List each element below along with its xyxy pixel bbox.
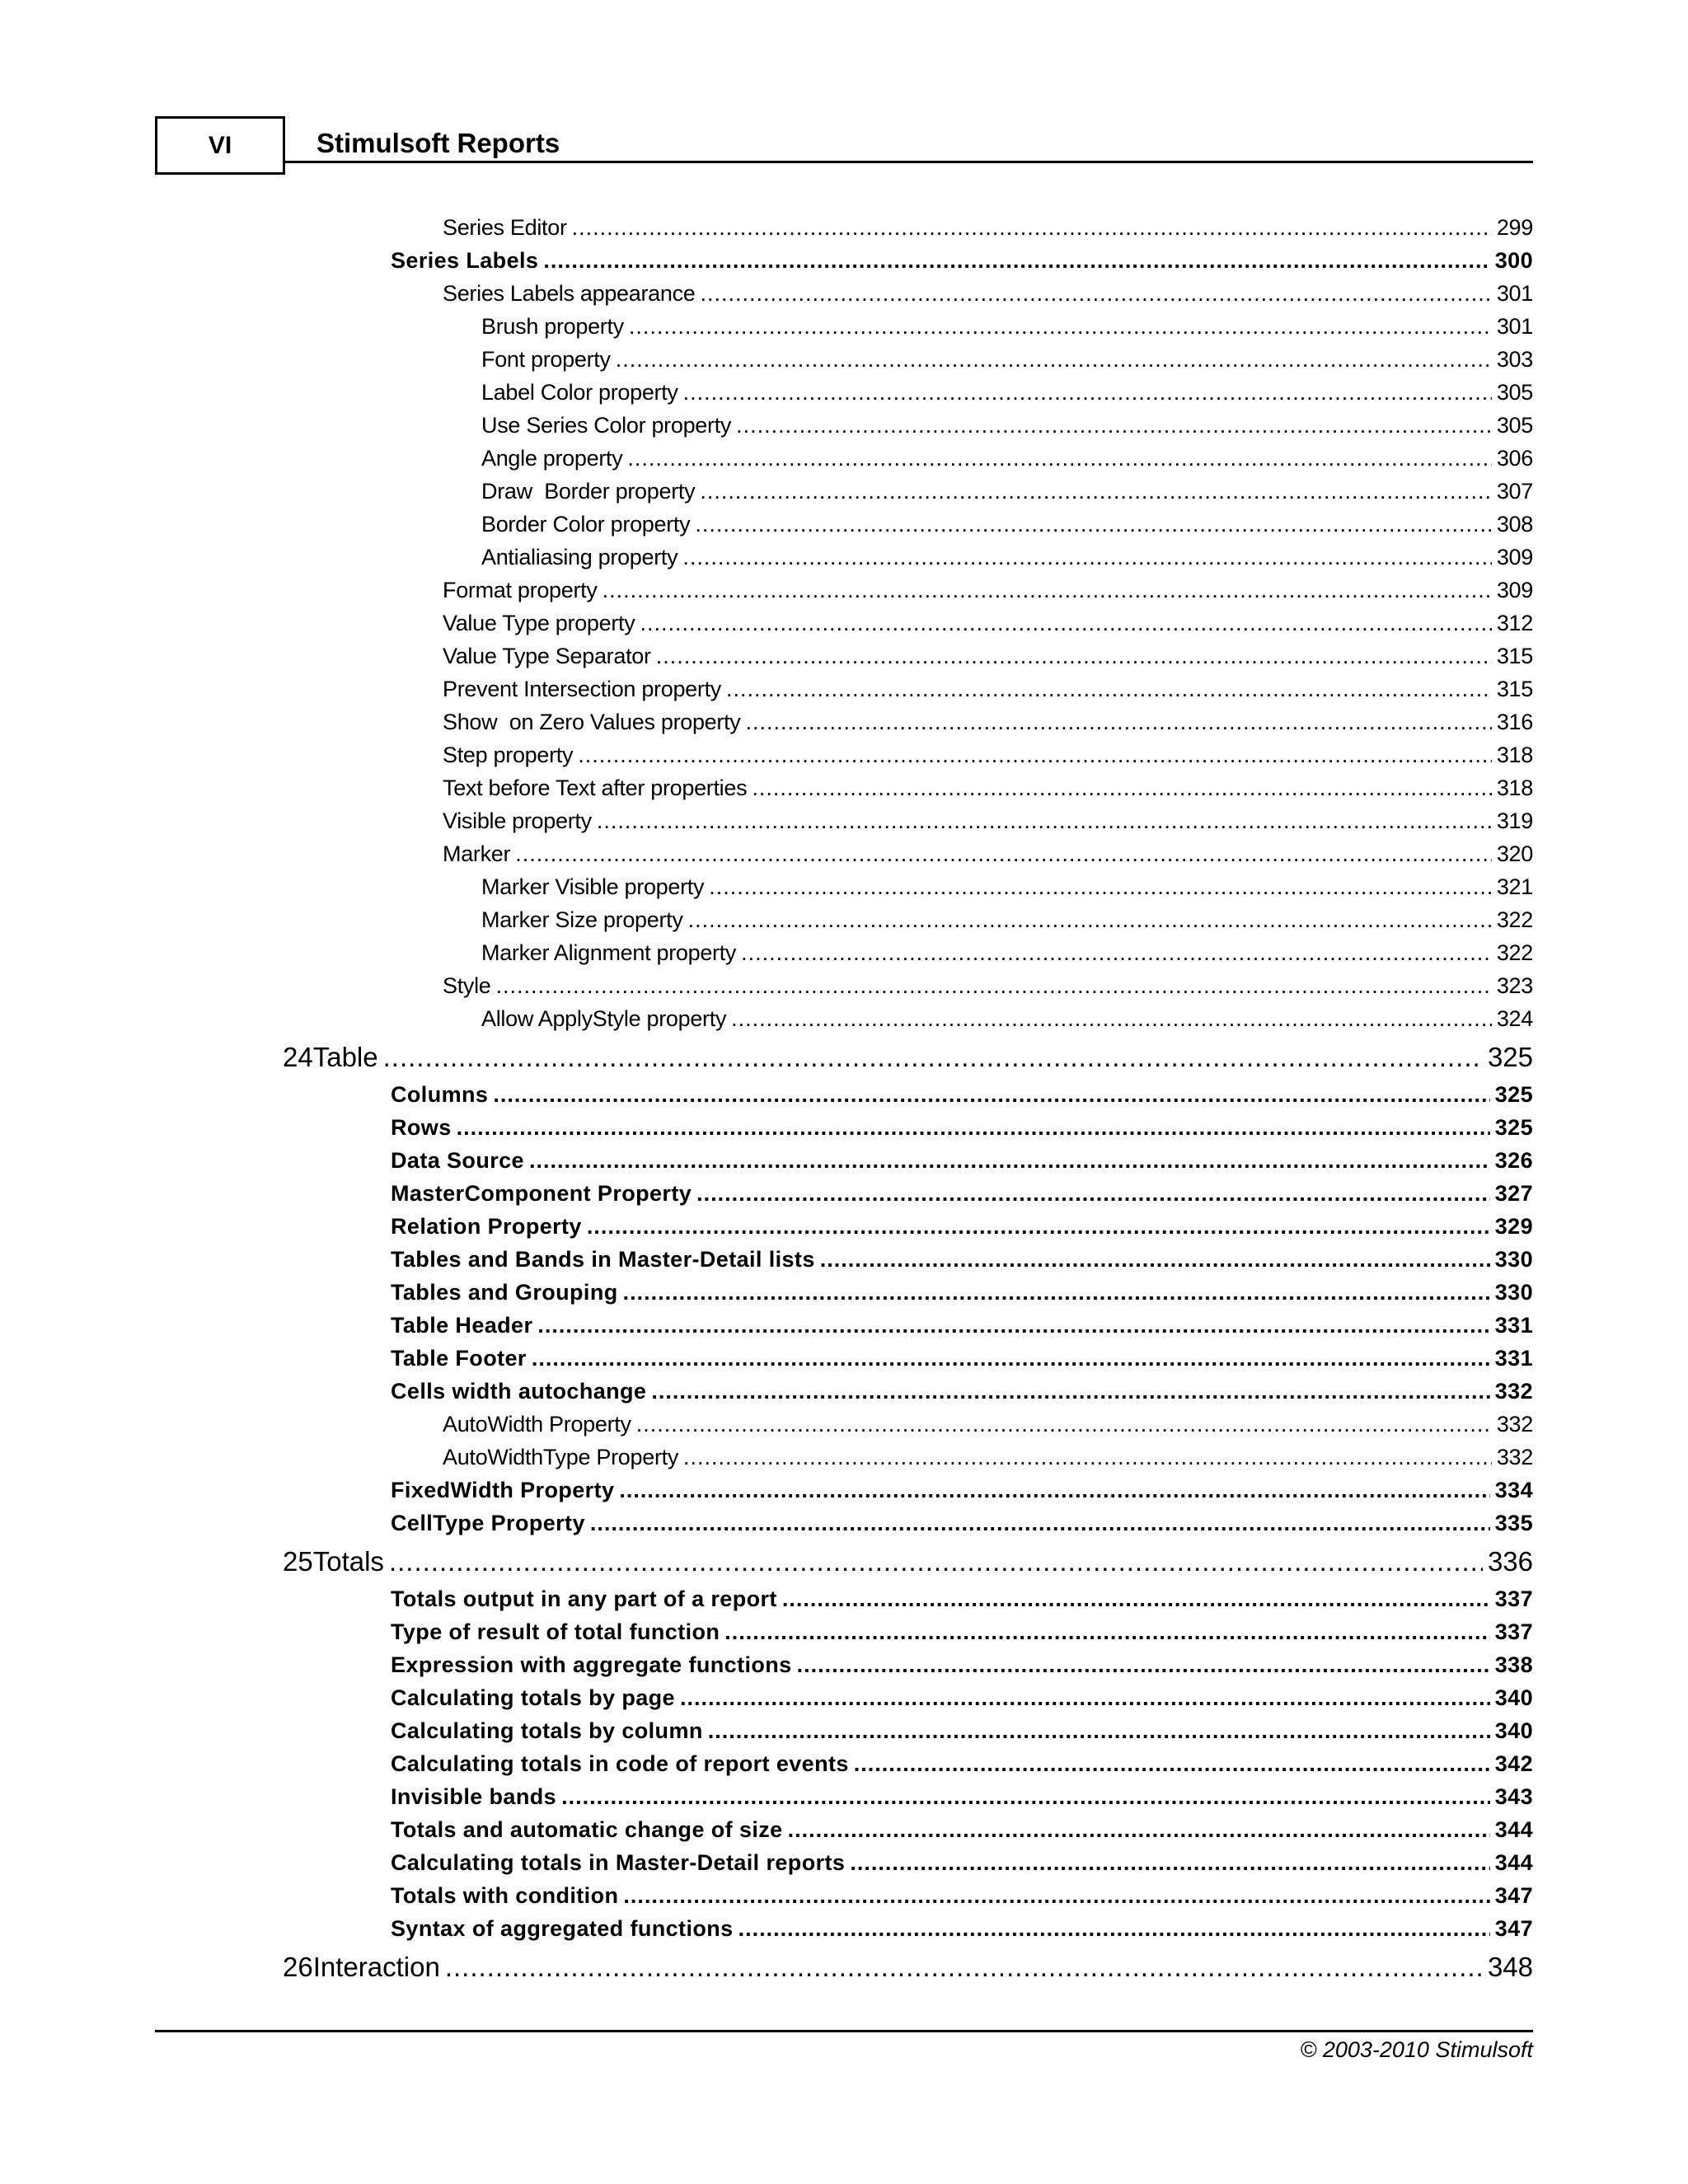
toc-entry[interactable] xyxy=(481,874,1533,900)
toc-dot-leader xyxy=(656,644,1492,669)
toc-entry[interactable] xyxy=(443,677,1533,702)
toc-page-number: 305 xyxy=(1496,380,1533,405)
toc-dot-leader xyxy=(597,808,1492,834)
toc-entry[interactable] xyxy=(443,743,1533,768)
toc-entry-label: CellType Property xyxy=(391,1511,585,1535)
toc-chapter-number: 25 xyxy=(283,1546,313,1577)
toc-dot-leader xyxy=(680,1685,1490,1711)
toc-dot-leader xyxy=(651,1379,1489,1404)
toc-page-number: 330 xyxy=(1494,1280,1533,1305)
toc-entry[interactable] xyxy=(443,1445,1533,1470)
toc-page-number: 322 xyxy=(1496,907,1533,932)
toc-dot-leader xyxy=(623,1883,1489,1909)
toc-page-number: 320 xyxy=(1496,841,1533,866)
toc-page-number: 340 xyxy=(1494,1685,1533,1710)
toc-entry-label: Marker Size property xyxy=(481,907,683,932)
toc-entry[interactable] xyxy=(481,347,1533,373)
toc-dot-leader xyxy=(537,1313,1489,1338)
toc-entry-label: Step property xyxy=(443,743,574,767)
toc-dot-leader xyxy=(709,874,1492,900)
toc-entry[interactable] xyxy=(391,1883,1533,1909)
toc-entry-label: Value Type Separator xyxy=(443,644,651,668)
toc-entry[interactable] xyxy=(391,1784,1533,1810)
toc-entry[interactable] xyxy=(391,1214,1533,1240)
toc-page-number: 309 xyxy=(1496,545,1533,569)
toc-dot-leader xyxy=(782,1586,1490,1612)
toc-dot-leader xyxy=(752,776,1492,801)
toc-entry-label: Angle property xyxy=(481,446,623,471)
toc-entry-label: MasterComponent Property xyxy=(391,1181,692,1206)
toc-entry-label: Rows xyxy=(391,1115,452,1140)
toc-dot-leader xyxy=(627,446,1491,471)
toc-page-number: 326 xyxy=(1494,1148,1533,1173)
toc-entry-label: Totals and automatic change of size xyxy=(391,1817,783,1842)
toc-entry-label: Marker Alignment property xyxy=(481,940,737,965)
toc-entry-label: Marker xyxy=(443,841,511,866)
toc-entry-label: Marker Visible property xyxy=(481,874,705,899)
toc-entry[interactable] xyxy=(391,1685,1533,1711)
toc-dot-leader xyxy=(850,1850,1489,1876)
toc-entry[interactable] xyxy=(391,1850,1533,1876)
toc-entry[interactable] xyxy=(443,644,1533,669)
toc-dot-leader xyxy=(603,578,1492,603)
toc-page-number: 344 xyxy=(1494,1817,1533,1842)
toc-entry[interactable] xyxy=(391,1511,1533,1536)
toc-entry[interactable] xyxy=(443,215,1533,241)
toc-entry-label: Totals xyxy=(312,1546,384,1577)
toc-dot-leader xyxy=(736,413,1492,438)
toc-entry-label: Antialiasing property xyxy=(481,545,678,569)
toc-entry-label: Invisible bands xyxy=(391,1784,557,1809)
toc-entry-label: Series Editor xyxy=(443,215,567,240)
toc-entry[interactable] xyxy=(391,1280,1533,1305)
toc-dot-leader xyxy=(708,1718,1490,1744)
toc-entry-label: AutoWidth Property xyxy=(443,1412,631,1436)
toc-entry[interactable] xyxy=(443,841,1533,867)
toc-entry[interactable] xyxy=(443,710,1533,735)
toc-entry-label: Table xyxy=(312,1042,378,1072)
toc-page-number: 332 xyxy=(1496,1412,1533,1436)
toc-page-number: 332 xyxy=(1496,1445,1533,1469)
toc-entry-label: Tables and Bands in Master-Detail lists xyxy=(391,1247,815,1272)
toc-page-number: 322 xyxy=(1496,940,1533,965)
toc-entry[interactable] xyxy=(481,545,1533,570)
toc-entry-label: Syntax of aggregated functions xyxy=(391,1916,734,1941)
toc-dot-leader xyxy=(688,907,1492,933)
toc-page-number: 303 xyxy=(1496,347,1533,372)
toc-dot-leader xyxy=(726,677,1492,702)
footer-rule xyxy=(155,2030,1533,2032)
toc-entry[interactable] xyxy=(443,1412,1533,1437)
toc-page-number: 321 xyxy=(1496,874,1533,899)
toc-entry[interactable] xyxy=(481,413,1533,438)
toc-page-number: 300 xyxy=(1494,248,1533,273)
toc-entry-label: Calculating totals by page xyxy=(391,1685,675,1710)
toc-entry[interactable] xyxy=(391,1619,1533,1645)
toc-dot-leader xyxy=(590,1511,1490,1536)
toc-page-number: 307 xyxy=(1496,479,1533,504)
page-number-box xyxy=(155,116,285,175)
toc-page-number: 344 xyxy=(1494,1850,1533,1875)
toc-entry-label: Draw Border property xyxy=(481,479,696,504)
toc-entry[interactable] xyxy=(391,248,1533,274)
toc-entry-label: Interaction xyxy=(312,1952,440,1982)
toc-entry[interactable] xyxy=(481,314,1533,340)
toc-entry-label: Totals with condition xyxy=(391,1883,619,1908)
toc-entry[interactable] xyxy=(391,1379,1533,1404)
running-header-title: Stimulsoft Reports xyxy=(316,128,560,158)
toc-dot-leader xyxy=(683,1445,1492,1470)
toc-dot-leader xyxy=(529,1148,1490,1174)
toc-page-number: 312 xyxy=(1496,611,1533,635)
toc-entry[interactable] xyxy=(443,808,1533,834)
toc-dot-leader xyxy=(695,512,1492,537)
toc-entry[interactable] xyxy=(283,1546,1533,1577)
toc-page-number: 343 xyxy=(1494,1784,1533,1809)
toc-entry-label: AutoWidthType Property xyxy=(443,1445,679,1469)
toc-dot-leader xyxy=(616,347,1492,373)
toc-entry[interactable] xyxy=(481,940,1533,966)
toc-entry[interactable] xyxy=(481,512,1533,537)
toc-page-number: 332 xyxy=(1494,1379,1533,1404)
toc-dot-leader xyxy=(741,940,1492,966)
toc-dot-leader xyxy=(788,1817,1490,1843)
toc-page-number: 318 xyxy=(1496,776,1533,800)
toc-page-number: 305 xyxy=(1496,413,1533,438)
toc-dot-leader xyxy=(543,248,1489,274)
toc-entry[interactable] xyxy=(391,1346,1533,1371)
toc-entry[interactable] xyxy=(481,380,1533,405)
toc-page-number: 347 xyxy=(1494,1883,1533,1908)
toc-entry-label: Visible property xyxy=(443,808,592,833)
toc-entry[interactable] xyxy=(391,1115,1533,1141)
toc-entry-label: Totals output in any part of a report xyxy=(391,1586,777,1611)
toc-page-number: 315 xyxy=(1496,644,1533,668)
toc-entry[interactable] xyxy=(481,446,1533,471)
toc-dot-leader xyxy=(724,1619,1489,1645)
toc-entry-label: Calculating totals in Master-Detail reports xyxy=(391,1850,846,1875)
toc-entry-label: FixedWidth Property xyxy=(391,1478,615,1502)
footer-copyright: © 2003-2010 Stimulsoft xyxy=(1300,2037,1533,2062)
toc-entry-label: Relation Property xyxy=(391,1214,582,1239)
toc-entry[interactable] xyxy=(391,1718,1533,1744)
toc-dot-leader xyxy=(578,743,1492,768)
toc-page-number: 331 xyxy=(1494,1346,1533,1371)
toc-entry-label: Use Series Color property xyxy=(481,413,732,438)
toc-entry[interactable] xyxy=(391,1247,1533,1272)
toc-dot-leader xyxy=(629,314,1492,340)
toc-entry-label: Calculating totals in code of report events xyxy=(391,1751,849,1776)
toc-entry-label: Allow ApplyStyle property xyxy=(481,1006,727,1031)
toc-dot-leader xyxy=(389,1546,1483,1577)
toc-entry[interactable] xyxy=(481,479,1533,504)
toc-entry-label: Text before Text after properties xyxy=(443,776,748,800)
toc-entry-label: Label Color property xyxy=(481,380,678,405)
toc-entry-label: Tables and Grouping xyxy=(391,1280,618,1305)
toc-page-number: 327 xyxy=(1494,1181,1533,1206)
toc-page-number: 324 xyxy=(1496,1006,1533,1031)
toc-dot-leader xyxy=(457,1115,1490,1141)
toc-page-number: 336 xyxy=(1487,1546,1533,1577)
toc-entry[interactable] xyxy=(391,1916,1533,1942)
header-rule xyxy=(285,161,1533,163)
toc-entry-label: Calculating totals by column xyxy=(391,1718,703,1743)
toc-entry-label: Style xyxy=(443,973,491,998)
toc-entry-label: Type of result of total function xyxy=(391,1619,720,1644)
toc-entry[interactable] xyxy=(443,281,1533,307)
toc-page-number: 331 xyxy=(1494,1313,1533,1338)
toc-dot-leader xyxy=(797,1652,1490,1678)
toc-dot-leader xyxy=(683,380,1492,405)
toc-dot-leader xyxy=(682,545,1492,570)
toc-dot-leader xyxy=(515,841,1492,867)
toc-dot-leader xyxy=(619,1478,1489,1503)
toc-page-number: 330 xyxy=(1494,1247,1533,1272)
toc-entry-label: Show on Zero Values property xyxy=(443,710,741,734)
toc-page-number: 301 xyxy=(1496,281,1533,306)
toc-entry[interactable] xyxy=(443,973,1533,999)
toc-entry[interactable] xyxy=(391,1082,1533,1108)
page-number: VI xyxy=(208,131,232,159)
toc-entry[interactable] xyxy=(443,776,1533,801)
toc-entry-label: Value Type property xyxy=(443,611,635,635)
toc-dot-leader xyxy=(820,1247,1490,1272)
toc-page-number: 348 xyxy=(1487,1952,1533,1982)
toc-dot-leader xyxy=(701,281,1492,307)
toc-entry[interactable] xyxy=(391,1817,1533,1843)
toc-entry[interactable] xyxy=(391,1313,1533,1338)
toc-entry[interactable] xyxy=(283,1952,1533,1983)
toc-dot-leader xyxy=(445,1952,1483,1983)
toc-entry[interactable] xyxy=(391,1478,1533,1503)
toc-dot-leader xyxy=(636,1412,1492,1437)
toc-dot-leader xyxy=(854,1751,1490,1777)
toc-entry-label: Format property xyxy=(443,578,598,602)
toc-page-number: 334 xyxy=(1494,1478,1533,1502)
toc-dot-leader xyxy=(738,1916,1490,1942)
toc-page-number: 318 xyxy=(1496,743,1533,767)
toc-page-number: 337 xyxy=(1494,1619,1533,1644)
toc-dot-leader xyxy=(532,1346,1490,1371)
toc-entry[interactable] xyxy=(391,1586,1533,1612)
toc-page-number: 309 xyxy=(1496,578,1533,602)
toc-dot-leader xyxy=(731,1006,1492,1032)
toc-page-number: 325 xyxy=(1494,1082,1533,1107)
toc-dot-leader xyxy=(746,710,1492,735)
toc-dot-leader xyxy=(640,611,1491,636)
toc-entry-label: Expression with aggregate functions xyxy=(391,1652,792,1677)
toc-page-number: 337 xyxy=(1494,1586,1533,1611)
toc-entry-label: Series Labels xyxy=(391,248,539,273)
toc-page-number: 325 xyxy=(1487,1042,1533,1072)
toc-dot-leader xyxy=(496,973,1492,999)
toc-page-number: 299 xyxy=(1496,215,1533,240)
toc-page-number: 301 xyxy=(1496,314,1533,339)
toc-entry[interactable] xyxy=(391,1148,1533,1174)
toc-dot-leader xyxy=(700,479,1492,504)
toc-page-number: 308 xyxy=(1496,512,1533,537)
toc-entry-label: Border Color property xyxy=(481,512,691,537)
toc-entry-label: Font property xyxy=(481,347,611,372)
toc-entry-label: Table Footer xyxy=(391,1346,527,1371)
toc-page-number: 315 xyxy=(1496,677,1533,701)
toc-dot-leader xyxy=(696,1181,1490,1207)
toc-page-number: 319 xyxy=(1496,808,1533,833)
toc-entry[interactable] xyxy=(481,907,1533,933)
toc-entry[interactable] xyxy=(443,611,1533,636)
toc-entry-label: Columns xyxy=(391,1082,489,1107)
toc-dot-leader xyxy=(383,1042,1483,1073)
toc-entry-label: Cells width autochange xyxy=(391,1379,647,1404)
toc-entry-label: Brush property xyxy=(481,314,624,339)
toc-dot-leader xyxy=(623,1280,1490,1305)
toc-page-number: 340 xyxy=(1494,1718,1533,1743)
toc-entry[interactable] xyxy=(443,578,1533,603)
toc-page-number: 325 xyxy=(1494,1115,1533,1140)
toc-page-number: 335 xyxy=(1494,1511,1533,1535)
toc-dot-leader xyxy=(561,1784,1490,1810)
toc-dot-leader xyxy=(587,1214,1490,1240)
toc-entry-label: Prevent Intersection property xyxy=(443,677,721,701)
toc-page-number: 338 xyxy=(1494,1652,1533,1677)
toc-page-number: 342 xyxy=(1494,1751,1533,1776)
toc-dot-leader xyxy=(493,1082,1489,1108)
toc-page-number: 306 xyxy=(1496,446,1533,471)
toc-entry[interactable] xyxy=(391,1652,1533,1678)
toc-chapter-number: 26 xyxy=(283,1952,313,1982)
toc-entry-label: Data Source xyxy=(391,1148,524,1173)
toc-page-number: 316 xyxy=(1496,710,1533,734)
toc-entry[interactable] xyxy=(391,1181,1533,1207)
toc-page-number: 329 xyxy=(1494,1214,1533,1239)
toc-entry[interactable] xyxy=(283,1042,1533,1073)
toc-page-number: 347 xyxy=(1494,1916,1533,1941)
toc-dot-leader xyxy=(572,215,1492,241)
toc-entry-label: Series Labels appearance xyxy=(443,281,696,306)
toc-entry-label: Table Header xyxy=(391,1313,533,1338)
toc-entry[interactable] xyxy=(481,1006,1533,1032)
toc-page-number: 323 xyxy=(1496,973,1533,998)
toc-entry[interactable] xyxy=(391,1751,1533,1777)
toc-chapter-number: 24 xyxy=(283,1042,313,1072)
